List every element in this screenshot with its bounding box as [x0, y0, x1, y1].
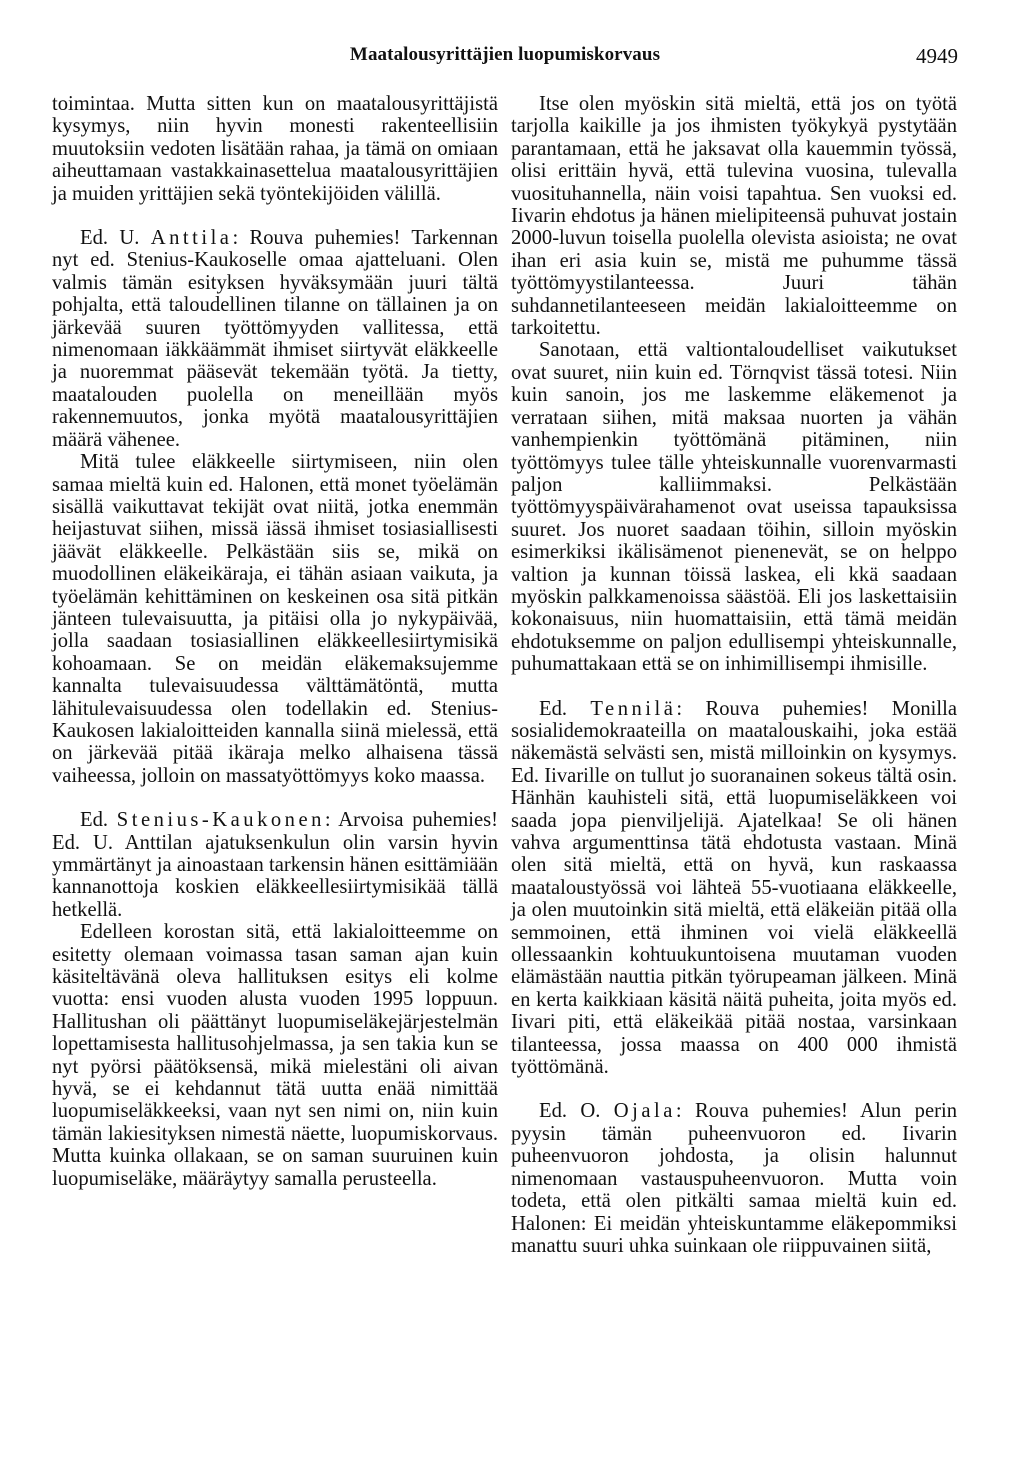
speaker-title: Ed. U.: [80, 227, 151, 250]
paragraph: Mitä tulee eläkkeelle siirtymiseen, niin olen samaa mieltä kuin ed. Halonen, että monet työelämän sisällä vaikuttavat tekijät ovat niitä, jotka enemmän heijastuvat siihen, missä iässä ihmiset tosiasiallisesti jäävät eläkkeelle. Pelkästään siis se, mikä on muodollinen eläkeikäraja, ei tähän asiaan vaikuta, ja työelämän kehittäminen on keskeinen osa sitä pitkän jänteen tulevaisuutta, ja pitäisi olla jo nykypäivää, jolla saadaan tosiasiallinen eläkkeellesiirtymisikä kohoamaan. Se on meidän eläkemaksujemme kannalta tulevaisuudessa välttämätöntä, mutta lähitulevaisuudessa olen todellakin ed. Stenius-Kaukosen lakialoitteiden kannalla siinä mielessä, että on järkevää pitää ikäraja melko alhaisena tässä vaiheessa, jolloin on massatyöttömyys koko maassa.: [52, 451, 498, 787]
paragraph: Itse olen myöskin sitä mieltä, että jos on työtä tarjolla kaikille ja jos ihmisten työkykyä pystytään parantamaan, että he jaksavat olla kauemmin työssä, olisi erittäin hyvä, että tulevina vuosina, tulevalla vuosituhannella, näin voisi tapahtua. Sen vuoksi ed. Iivarin ehdotus ja hänen mielipiteensä puhuvat jostain 2000-luvun toisella puolella olevista asioista; ne ovat ihan eri asia kuin se, mistä me puhumme tässä työttömyystilanteessa. Juuri tähän suhdannetilanteeseen meidän lakialoitteemme on tarkoitettu.: [511, 93, 957, 340]
speech-text: : Arvoisa puhemies! Ed. U. Anttilan ajatuksenkulun olin varsin hyvin ymmärtänyt ja ainoastaan tarkensin hänen esittämiään kannanottoja koskien eläkkeellesiirtymisikää tällä hetkellä.: [52, 809, 498, 921]
speech-tennila: [511, 698, 957, 1079]
right-column: [511, 93, 957, 1257]
running-title: Maatalousyrittäjien luopumiskorvaus: [349, 44, 661, 65]
speaker-title: Ed.: [80, 809, 117, 832]
speech-text: : Rouva puhemies! Monilla sosialidemokraateilla on maatalouskaihi, joka estää näkemästä selvästi sen, mistä milloinkin on kysymys. Ed. Iivarille on tullut jo suoranainen sokeus tältä osin. Hänhän kauhisteli sitä, että luopumiseläkkeen voi saada jopa pienviljelijä. Ajatelkaa! Se oli hänen vahva argumenttinsa tätä ehdotusta vastaan. Minä olen sitä mieltä, että on hyvä, kun raskaassa maataloustyössä voi lähteä 55-vuotiaana eläkkeelle, ja olen muutoinkin sitä mieltä, että eläkeiän pitää olla semmoinen, että ihminen voi vielä eläkkeellä ollessaankin kohtuukuntoisena muutaman vuoden elämästään nauttia pitkän työrupeaman jälkeen. Minä en kerta kaikkiaan käsitä näitä puheita, joita myös ed. Iivari piti, että eläkeikää pitää nostaa, varsinkaan tilanteessa, jossa maassa on 400 000 ihmistä työttömänä.: [511, 697, 957, 1079]
speech-text: : Rouva puhemies! Alun perin pyysin tämän puheenvuoron ed. Iivarin puheenvuoron johdosta, ja olisin halunnut nimenomaan vastauspuheenvuoron. Mutta voin todeta, että olen pitkälti samaa mieltä kuin ed. Halonen: Ei meidän yhteiskuntamme eläkepommiksi manattu suuri uhka suinkaan ole riippuvainen siitä,: [511, 1100, 957, 1257]
speaker-title: Ed.: [539, 697, 591, 720]
page-number: 4949: [916, 44, 958, 68]
left-column: [52, 93, 498, 1190]
speech-stenius-kaukonen: [52, 809, 498, 921]
speech-ojala: [511, 1100, 957, 1257]
speaker-name: Ojala: [613, 1100, 676, 1123]
speaker-name: Anttila: [150, 227, 233, 250]
speech-text: : Rouva puhemies! Tarkennan nyt ed. Stenius-Kaukoselle omaa ajatteluani. Olen valmis tämän esityksen hyväksymään juuri tältä pohjalta, että taloudellinen tilanne on tällainen ja on järkevää suuren työttömyyden vallitessa, että nimenomaan iäkkäämmät ihmiset siirtyvät eläkkeelle ja nuoremmat pääsevät tekemään työtä. Ja tietty, maatalouden puolella on meneillään myös rakennemuutos, jonka myötä maatalousyrittäjien määrä vähenee.: [52, 227, 498, 451]
speaker-title: Ed. O.: [539, 1100, 614, 1123]
speech-anttila: [52, 227, 498, 451]
speaker-name: Tennilä: [590, 697, 677, 720]
paragraph: Edelleen korostan sitä, että lakialoitteemme on esitetty olemaan voimassa tasan saman ajan kuin käsiteltävänä oleva hallituksen esitys eli kolme vuotta: ensi vuoden alusta vuoden 1995 loppuun. Hallitushan oli päättänyt luopumiseläkejärjestelmän lopettamisesta hallitusohjelmassa, ja sen takia kun se nyt pyörsi päätöksensä, mikä mielestäni oli aivan hyvä, se ei kehdannut tätä uutta enää nimittää luopumiseläkkeeksi, vaan nyt sen nimi on, niin kuin tämän lakiesityksen nimestä näette, luopumiskorvaus. Mutta kuinka ollakaan, se on saman suuruinen kuin luopumiseläke, määräytyy samalla perusteella.: [52, 921, 498, 1190]
speaker-name: Stenius-Kaukonen: [116, 809, 325, 832]
paragraph: Sanotaan, että valtiontaloudelliset vaikutukset ovat suuret, niin kuin ed. Törnqvist tässä totesi. Niin kuin sanoin, jos me laskemme eläkemenot ja verrataan siihen, mitä maksaa nuorten ja vähän vanhempienkin työttömänä pitäminen, niin työttömyys tulee tälle yhteiskunnalle vuorenvarmasti paljon kalliimmaksi. Pelkästään työttömyyspäivärahamenot ovat useissa tapauksissa suuret. Jos nuoret saadaan töihin, silloin myöskin esimerkiksi ikälisämenot pienenevät, se on helppo valtion ja kunnan töissä laskea, eli kkä saadaan myöskin palkkamenoissa säästöä. Eli jos laskettaisiin kokonaisuus, niin huomattaisiin, että tämä meidän ehdotuksemme on paljon edullisempi yhteiskunnalle, puhumattakaan että se on inhimillisempi ihmisille.: [511, 339, 957, 676]
paragraph: toimintaa. Mutta sitten kun on maatalousyrittäjistä kysymys, niin hyvin monesti rakenteellisiin muutoksiin vedoten lisätään rahaa, ja tämä on omiaan aiheuttamaan vastakkainasettelua maatalousyrittäjien ja muiden yrittäjien sekä työntekijöiden välillä.: [52, 93, 498, 205]
page-header: [52, 44, 958, 74]
